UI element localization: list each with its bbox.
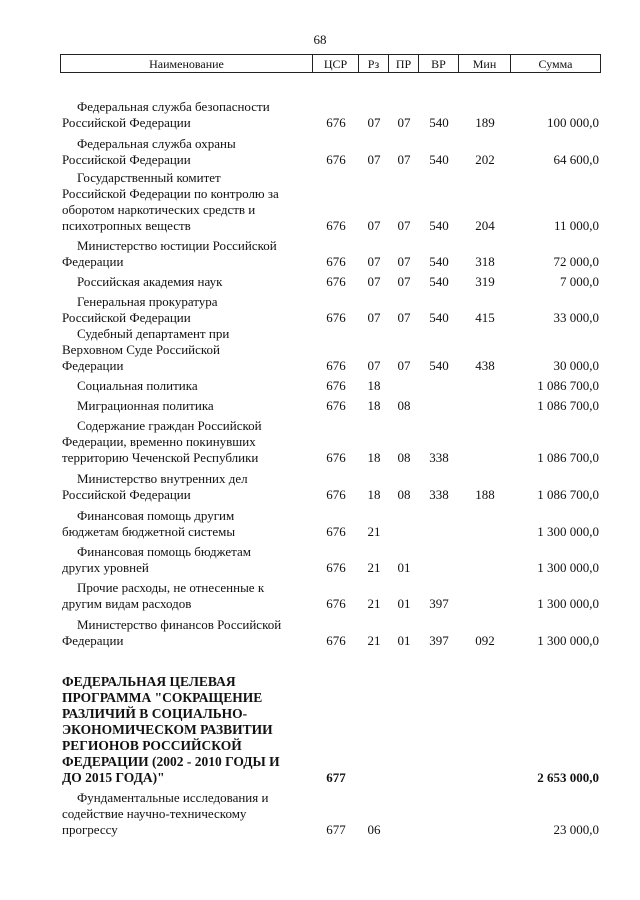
cell-rz: 21 — [367, 633, 381, 648]
cell-rz: 07 — [367, 218, 381, 233]
row-name — [62, 617, 312, 649]
cell-sum: 1 300 000,0 — [537, 633, 599, 648]
cell-pr: 01 — [397, 596, 411, 611]
table-row — [0, 521, 640, 649]
cell-vr: 540 — [429, 274, 449, 289]
cell-csr: 676 — [326, 254, 346, 269]
row-name-line: бюджетам бюджетной системы — [62, 524, 236, 539]
cell-csr: 676 — [326, 633, 346, 648]
cell-sum: 1 300 000,0 — [537, 560, 599, 575]
row-name-line: Финансовая помощь бюджетам — [77, 544, 251, 559]
row-name-line: РАЗЛИЧИЙ В СОЦИАЛЬНО- — [62, 706, 248, 721]
cell-sum: 64 600,0 — [553, 152, 599, 167]
cell-rz: 07 — [367, 152, 381, 167]
cell-csr: 676 — [326, 115, 346, 130]
cell-csr: 676 — [326, 378, 346, 393]
cell-min: 189 — [475, 115, 495, 130]
row-name-line: Генеральная прокуратура — [77, 294, 218, 309]
row-name-line: Федерации — [62, 358, 124, 373]
row-name-line: психотропных веществ — [62, 218, 191, 233]
row-name-line: Российской Федерации — [62, 115, 191, 130]
row-name-line: Миграционная политика — [77, 398, 214, 413]
row-name-line: Государственный комитет — [77, 170, 221, 185]
cell-pr: 07 — [397, 115, 411, 130]
row-name-line: Федерации — [62, 254, 124, 269]
row-name-line: Российской Федерации — [62, 487, 191, 502]
row-name-line: других уровней — [62, 560, 149, 575]
cell-rz: 18 — [367, 398, 381, 413]
cell-sum: 7 000,0 — [560, 274, 599, 289]
cell-sum: 1 086 700,0 — [537, 450, 599, 465]
cell-rz: 18 — [367, 487, 381, 502]
cell-sum: 1 086 700,0 — [537, 398, 599, 413]
cell-sum: 1 300 000,0 — [537, 524, 599, 539]
cell-sum: 1 086 700,0 — [537, 487, 599, 502]
cell-csr: 677 — [326, 822, 346, 837]
row-name-line: Российской Федерации — [62, 152, 191, 167]
row-name-line: Министерство финансов Российской — [77, 617, 282, 632]
cell-min: 438 — [475, 358, 495, 373]
cell-rz: 18 — [367, 378, 381, 393]
header-rz: Рз — [359, 55, 389, 72]
cell-vr: 540 — [429, 358, 449, 373]
row-name-line: содействие научно-техническому — [62, 806, 247, 821]
cell-vr: 540 — [429, 310, 449, 325]
cell-pr — [389, 822, 419, 838]
page-number: 68 — [313, 32, 327, 47]
cell-csr: 676 — [326, 596, 346, 611]
cell-rz: 07 — [367, 115, 381, 130]
cell-vr — [419, 822, 459, 838]
cell-vr: 540 — [429, 115, 449, 130]
row-name-line: Федерации, временно покинувших — [62, 434, 256, 449]
cell-rz: 07 — [367, 254, 381, 269]
cell-rz: 07 — [367, 310, 381, 325]
cell-pr: 08 — [397, 398, 411, 413]
row-name-line: Фундаментальные исследования и — [77, 790, 269, 805]
cell-vr: 540 — [429, 254, 449, 269]
cell-sum: 30 000,0 — [553, 358, 599, 373]
cell-rz: 21 — [367, 524, 381, 539]
row-name-line: Социальная политика — [77, 378, 198, 393]
row-name-line: Российская академия наук — [77, 274, 223, 289]
cell-vr: 338 — [429, 450, 449, 465]
cell-pr: 07 — [397, 310, 411, 325]
cell-vr: 540 — [429, 218, 449, 233]
cell-vr: 540 — [429, 152, 449, 167]
cell-min: 092 — [475, 633, 495, 648]
row-name-line: ПРОГРАММА "СОКРАЩЕНИЕ — [62, 690, 263, 705]
row-name — [62, 790, 312, 838]
cell-min: 204 — [475, 218, 495, 233]
row-name-line: другим видам расходов — [62, 596, 192, 611]
cell-csr: 676 — [326, 358, 346, 373]
header-name: Наименование — [61, 55, 313, 72]
row-name-line: ФЕДЕРАЛЬНАЯ ЦЕЛЕВАЯ — [62, 674, 236, 689]
cell-sum: 100 000,0 — [547, 115, 599, 130]
cell-csr: 676 — [326, 218, 346, 233]
table-row — [0, 710, 640, 838]
cell-csr: 676 — [326, 274, 346, 289]
cell-pr: 07 — [397, 254, 411, 269]
cell-rz: 21 — [367, 560, 381, 575]
cell-csr: 676 — [326, 152, 346, 167]
cell-min: 188 — [475, 487, 495, 502]
cell-pr: 07 — [397, 218, 411, 233]
cell-min: 319 — [475, 274, 495, 289]
cell-csr: 677 — [326, 770, 346, 785]
cell-pr: 07 — [397, 358, 411, 373]
cell-csr: 676 — [326, 310, 346, 325]
cell-rz: 18 — [367, 450, 381, 465]
row-name-line: ДО 2015 ГОДА)" — [62, 770, 165, 785]
cell-rz: 07 — [367, 358, 381, 373]
cell-min — [459, 822, 511, 838]
row-name-line: ФЕДЕРАЦИИ (2002 - 2010 ГОДЫ И — [62, 754, 280, 769]
cell-pr: 07 — [397, 274, 411, 289]
cell-pr: 01 — [397, 633, 411, 648]
cell-csr: 676 — [326, 524, 346, 539]
cell-pr: 08 — [397, 450, 411, 465]
cell-csr: 676 — [326, 450, 346, 465]
cell-sum: 1 086 700,0 — [537, 378, 599, 393]
cell-csr: 676 — [326, 487, 346, 502]
row-name-line: Содержание граждан Российской — [77, 418, 262, 433]
cell-csr: 676 — [326, 398, 346, 413]
header-sum: Сумма — [538, 57, 573, 71]
cell-min: 202 — [475, 152, 495, 167]
row-name-line: прогрессу — [62, 822, 118, 837]
cell-sum: 33 000,0 — [553, 310, 599, 325]
cell-rz: 07 — [367, 274, 381, 289]
cell-sum: 72 000,0 — [553, 254, 599, 269]
header-pr: ПР — [389, 55, 419, 72]
cell-vr: 338 — [429, 487, 449, 502]
row-name-line: Верховном Суде Российской — [62, 342, 220, 357]
cell-min: 318 — [475, 254, 495, 269]
row-name-line: Федерации — [62, 633, 124, 648]
cell-pr: 08 — [397, 487, 411, 502]
row-name-line: РЕГИОНОВ РОССИЙСКОЙ — [62, 738, 242, 753]
cell-pr: 01 — [397, 560, 411, 575]
row-name-line: Финансовая помощь другим — [77, 508, 235, 523]
row-name-line: оборотом наркотических средств и — [62, 202, 256, 217]
row-name-line: ЭКОНОМИЧЕСКОМ РАЗВИТИИ — [62, 722, 273, 737]
cell-vr: 397 — [429, 596, 449, 611]
header-csr: ЦСР — [313, 55, 359, 72]
cell-vr: 397 — [429, 633, 449, 648]
row-name-line: Прочие расходы, не отнесенные к — [77, 580, 265, 595]
row-name-line: Федеральная служба безопасности — [77, 99, 270, 114]
header-vr: ВР — [419, 55, 459, 72]
cell-rz: 06 — [367, 822, 381, 837]
cell-sum: 11 000,0 — [553, 218, 599, 233]
row-name-line: Федеральная служба охраны — [77, 136, 236, 151]
cell-sum: 2 653 000,0 — [537, 770, 599, 785]
header-min: Мин — [459, 55, 511, 72]
cell-sum: 1 300 000,0 — [537, 596, 599, 611]
cell-pr: 07 — [397, 152, 411, 167]
row-name-line: Судебный департамент при — [77, 326, 230, 341]
cell-min: 415 — [475, 310, 495, 325]
row-name-line: Министерство внутренних дел — [77, 471, 248, 486]
row-name-line: Российской Федерации по контролю за — [62, 186, 279, 201]
cell-rz: 21 — [367, 596, 381, 611]
cell-csr: 676 — [326, 560, 346, 575]
cell-sum: 23 000,0 — [553, 822, 599, 837]
row-name-line: Российской Федерации — [62, 310, 191, 325]
row-name-line: Министерство юстиции Российской — [77, 238, 277, 253]
row-name-line: территорию Чеченской Республики — [62, 450, 259, 465]
